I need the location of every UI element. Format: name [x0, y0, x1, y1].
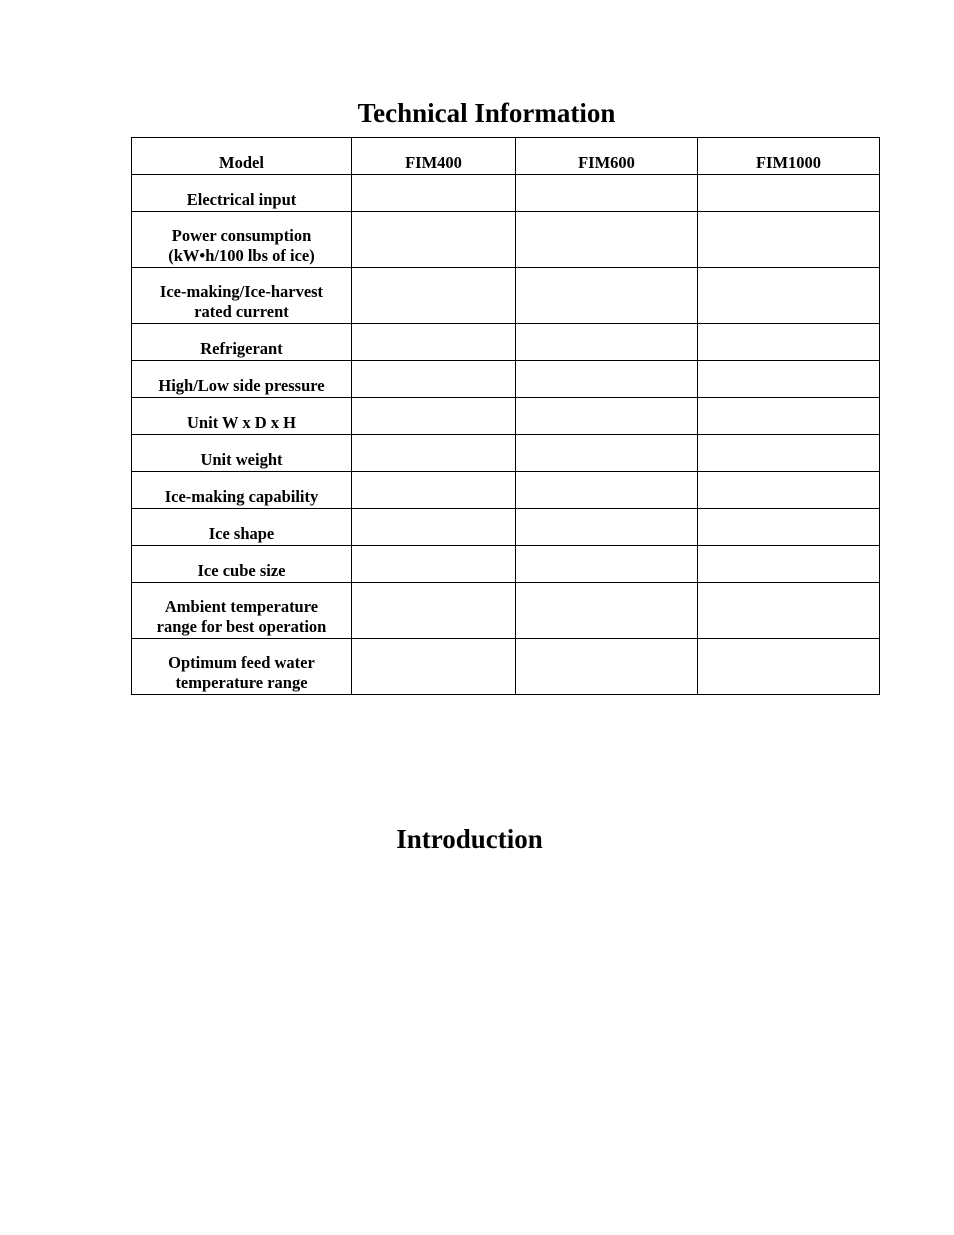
row-label: Ice shape	[132, 509, 352, 546]
row-label: Ambient temperature range for best operation	[132, 583, 352, 639]
header-model-fim600: FIM600	[516, 138, 698, 175]
value-cell	[352, 435, 516, 472]
row-label: Electrical input	[132, 175, 352, 212]
value-cell	[698, 435, 880, 472]
row-label: Refrigerant	[132, 324, 352, 361]
value-cell	[516, 268, 698, 324]
technical-info-table	[131, 137, 880, 695]
value-cell	[698, 398, 880, 435]
value-cell	[516, 361, 698, 398]
value-cell	[352, 639, 516, 695]
table-row	[132, 472, 880, 509]
row-label: Unit weight	[132, 435, 352, 472]
row-label: Power consumption (kW•h/100 lbs of ice)	[132, 212, 352, 268]
value-cell	[698, 361, 880, 398]
table-row	[132, 509, 880, 546]
table-body	[132, 175, 880, 695]
row-label: Optimum feed water temperature range	[132, 639, 352, 695]
table-row	[132, 212, 880, 268]
value-cell	[516, 472, 698, 509]
value-cell	[352, 509, 516, 546]
value-cell	[516, 435, 698, 472]
value-cell	[516, 324, 698, 361]
value-cell	[698, 472, 880, 509]
value-cell	[352, 175, 516, 212]
table-header-row	[132, 138, 880, 175]
value-cell	[698, 583, 880, 639]
value-cell	[352, 268, 516, 324]
value-cell	[698, 175, 880, 212]
row-label: Unit W x D x H	[132, 398, 352, 435]
value-cell	[698, 212, 880, 268]
row-label: Ice-making capability	[132, 472, 352, 509]
value-cell	[352, 361, 516, 398]
table-row	[132, 324, 880, 361]
value-cell	[352, 324, 516, 361]
table-row	[132, 546, 880, 583]
value-cell	[698, 509, 880, 546]
page-title: Technical Information	[357, 98, 616, 128]
table-row	[132, 639, 880, 695]
header-model-fim1000: FIM1000	[698, 138, 880, 175]
value-cell	[698, 639, 880, 695]
header-model-fim400: FIM400	[352, 138, 516, 175]
value-cell	[516, 639, 698, 695]
table-row	[132, 268, 880, 324]
value-cell	[352, 472, 516, 509]
value-cell	[352, 212, 516, 268]
value-cell	[352, 398, 516, 435]
value-cell	[698, 546, 880, 583]
table-row	[132, 435, 880, 472]
section-title-introduction: Introduction	[396, 824, 543, 854]
table-row	[132, 398, 880, 435]
row-label: Ice cube size	[132, 546, 352, 583]
value-cell	[516, 546, 698, 583]
value-cell	[352, 546, 516, 583]
value-cell	[516, 175, 698, 212]
value-cell	[516, 398, 698, 435]
header-model-label: Model	[132, 138, 352, 175]
value-cell	[698, 268, 880, 324]
value-cell	[516, 212, 698, 268]
row-label: Ice-making/Ice-harvest rated current	[132, 268, 352, 324]
table-row	[132, 583, 880, 639]
value-cell	[516, 509, 698, 546]
value-cell	[516, 583, 698, 639]
value-cell	[352, 583, 516, 639]
table-row	[132, 361, 880, 398]
value-cell	[698, 324, 880, 361]
row-label: High/Low side pressure	[132, 361, 352, 398]
table-row	[132, 175, 880, 212]
